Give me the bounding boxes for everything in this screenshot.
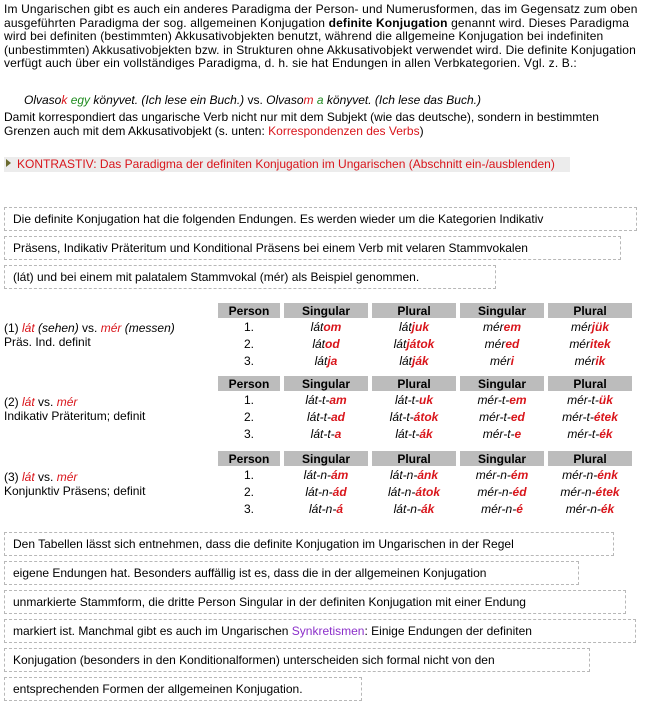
table3-label: (3) lát vs. mér Konjunktiv Präsens; definit [4,470,146,498]
verb-stem: mér-n- [481,501,517,516]
verb-stem: lát-t- [395,426,420,441]
verb-ending: e [514,426,522,441]
box2-line-5: Konjugation (besonders in den Konditionalformen) unterscheiden sich formal nicht von den [4,648,590,672]
person-number: 1. [243,319,254,334]
verb-stem: mér-t- [477,392,510,407]
verb-ending: á [336,501,344,516]
column-header: Plural [372,376,456,391]
verb-form-cell [284,335,368,352]
verb-stem: lát-n- [308,501,337,516]
verb-ending: ja [327,353,338,368]
person-number: 3. [243,426,254,441]
verb-form-cell [460,425,544,442]
verb-form-cell [460,318,544,335]
verb-stem: mér-n- [560,484,596,499]
verb-ending: od [325,336,340,351]
verb-form-cell [372,425,456,442]
verb-ending: jük [591,319,609,334]
verb-ending: juk [411,319,430,334]
verb-form-cell [460,335,544,352]
verb-stem: mér [569,336,590,351]
verb-ending: ed [505,336,520,351]
column-header: Singular [284,303,368,318]
verb-ending: átok [413,409,439,424]
table-row [218,408,632,425]
column-header: Singular [460,451,544,466]
verb-stem: lát-n- [305,484,333,499]
person-number: 1. [243,467,254,482]
verb-stem: mér-t- [562,409,594,424]
box1-line-2: Präsens, Indikativ Präteritum und Konditional Präsens bei einem Verb mit velaren Stammvokalen [4,236,621,260]
verb-stem: mér [484,336,506,351]
column-header: Person [218,303,280,318]
column-header: Singular [460,376,544,391]
verb-ending: ad [330,409,345,424]
verb-form-cell [372,500,456,517]
verb-form-cell [284,483,368,500]
verb-ending: ük [598,392,613,407]
verb-form-cell [548,318,632,335]
table1-label: (1) lát (sehen) vs. mér (messen) Präs. Ind. definit [4,321,175,349]
term-definite-konjugation: definite Konjugation [328,15,448,30]
person-number: 1. [243,392,254,407]
verb-form-cell [372,318,456,335]
verb-stem: lát [310,319,324,334]
table2-label: (2) lát vs. mér Indikativ Präteritum; definit [4,395,146,423]
verb-form-cell [372,466,456,483]
intro-paragraph: Im Ungarischen gibt es auch ein anderes Paradigma der Person- und Numerusformen, das im Gegensatz zum oben ausgeführten Paradigma der sog. allgemeinen Konjugation definite Konjugation genannt wird. Dieses Paradigma wird bei definiten (bestimmten) Akkusativobjekten benutzt, während die allgemeine Konjugation bei indefiniten (unbestimmten) Akkusativobjekten bzw. in Strukturen ohne Akkusativobjekt verwendet wird. Die definite Konjugation verfügt auch über ein vollständiges Paradigma, d. h. sie hat Endungen in allen Verbkategorien. Vgl. z. B.: [4,2,638,71]
person-number: 3. [243,353,254,368]
verb-form-cell [460,408,544,425]
verb-ending: a [334,426,342,441]
verb-stem: lát-n- [389,467,418,482]
verb-ending: em [509,392,527,407]
person-number: 2. [243,484,254,499]
verb-form-cell [372,335,456,352]
verb-ending: uk [418,392,433,407]
table-row [218,391,632,408]
verb-ending: am [329,392,347,407]
verb-stem: lát [312,336,325,351]
verb-ending: étek [595,484,620,499]
verb-ending: ed [510,409,525,424]
verb-ending: em [503,319,521,334]
verb-ending: ik [595,353,606,368]
table-row [218,318,632,335]
verb-form-cell [284,408,368,425]
column-header: Person [218,451,280,466]
box2-line-2: eigene Endungen hat. Besonders auffällig ist es, dass die in der allgemeinen Konjugation [4,561,579,585]
table-header-row [218,451,632,466]
verb-stem: lát-n- [387,484,416,499]
verb-form-cell [548,391,632,408]
link-korrespondenzen[interactable]: Korrespondenzen des Verbs [268,123,420,138]
table-header-row [218,303,632,318]
verb-form-cell [372,352,456,369]
verb-stem: lát-t- [394,392,419,407]
verb-stem: lát-t- [306,409,331,424]
verb-stem: lát [399,353,412,368]
verb-stem: mér-n- [475,467,511,482]
verb-stem: lát [398,319,412,334]
table-row [218,483,632,500]
example-sentences: Olvasok egy könyvet. (Ich lese ein Buch.) vs. Olvasom a könyvet. (Ich lese das Buch.) [24,93,481,107]
table-row [218,335,632,352]
table-row [218,425,632,442]
verb-ending: ék [599,426,613,441]
column-header: Plural [548,303,632,318]
verb-ending: i [510,353,514,368]
box1-line-1: Die definite Konjugation hat die folgenden Endungen. Es werden wieder um die Kategorien Indikativ [4,207,637,231]
verb-form-cell [548,352,632,369]
verb-stem: mér [489,353,511,368]
column-header: Plural [372,451,456,466]
verb-stem: mér-n- [565,501,601,516]
verb-ending: ém [510,467,529,482]
verb-stem: mér-t- [479,409,511,424]
verb-form-cell [460,352,544,369]
table-row [218,466,632,483]
table-row [218,352,632,369]
verb-stem: lát-n- [303,467,331,482]
table-praeteritum [214,376,636,442]
person-number: 2. [243,409,254,424]
verb-form-cell [548,483,632,500]
verb-ending: átok [415,484,441,499]
box2-line-6: entsprechenden Formen der allgemeinen Konjugation. [4,677,362,701]
verb-form-cell [548,466,632,483]
box2-line-3: unmarkierte Stammform, die dritte Person Singular in der definiten Konjugation mit einer Endung [4,590,626,614]
verb-stem: mér-t- [482,426,515,441]
verb-stem: mér-t- [567,426,600,441]
verb-ending: ák [420,501,435,516]
verb-stem: lát [393,336,407,351]
verb-stem: lát-t- [305,392,330,407]
verb-stem: lát-t- [310,426,335,441]
correspondence-paragraph: Damit korrespondiert das ungarische Verb nicht nur mit dem Subjekt (wie das deutsche), sondern in bestimmten Grenzen auch mit dem Akkusativobjekt (s. unten: Korrespondenzen des Verbs) [4,110,599,138]
person-number: 2. [243,336,254,351]
verb-stem: mér-n- [477,484,513,499]
verb-stem: lát [314,353,328,368]
verb-form-cell [548,335,632,352]
verb-form-cell [284,391,368,408]
triangle-right-icon [6,159,11,167]
verb-ending: ák [419,426,433,441]
verb-form-cell [284,352,368,369]
column-header: Plural [548,451,632,466]
column-header: Person [218,376,280,391]
verb-ending: itek [589,336,611,351]
verb-stem: lát-t- [389,409,414,424]
table-praesens [214,303,636,369]
column-header: Plural [548,376,632,391]
verb-stem: mér [574,353,596,368]
verb-ending: é [516,501,523,516]
verb-form-cell [372,483,456,500]
verb-form-cell [284,318,368,335]
verb-stem: mér-n- [562,467,598,482]
verb-form-cell [284,466,368,483]
verb-form-cell [548,500,632,517]
box2-line-4: markiert ist. Manchmal gibt es auch im Ungarischen Synkretismen: Einige Endungen der definiten [4,619,636,643]
column-header: Singular [284,376,368,391]
verb-stem: mér-t- [567,392,599,407]
verb-ending: ánk [417,467,439,482]
verb-form-cell [372,408,456,425]
person-number: 3. [243,501,254,516]
table-konjunktiv [214,451,636,517]
verb-form-cell [284,425,368,442]
column-header: Singular [460,303,544,318]
verb-stem: mér [570,319,592,334]
verb-form-cell [460,466,544,483]
verb-form-cell [284,500,368,517]
table-row [218,500,632,517]
column-header: Singular [284,451,368,466]
verb-ending: énk [597,467,618,482]
verb-form-cell [460,500,544,517]
verb-form-cell [460,391,544,408]
verb-stem: mér [482,319,504,334]
box2-line-1: Den Tabellen lässt sich entnehmen, dass die definite Konjugation im Ungarischen in der Regel [4,532,614,556]
verb-ending: ád [332,484,347,499]
verb-form-cell [372,391,456,408]
verb-ending: éd [512,484,527,499]
verb-form-cell [460,483,544,500]
verb-ending: étek [593,409,618,424]
verb-ending: játok [406,336,435,351]
verb-form-cell [548,425,632,442]
kontrastiv-toggle[interactable]: KONTRASTIV: Das Paradigma der definiten Konjugation im Ungarischen (Abschnitt ein-/ausblenden) [4,157,570,172]
verb-form-cell [548,408,632,425]
column-header: Plural [372,303,456,318]
box1-line-3: (lát) und bei einem mit palatalem Stammvokal (mér) als Beispiel genommen. [4,265,496,289]
verb-ending: om [323,319,342,334]
verb-ending: ám [331,467,349,482]
verb-stem: lát-n- [393,501,421,516]
verb-ending: ják [412,353,429,368]
verb-ending: ék [600,501,615,516]
link-synkretismen[interactable]: Synkretismen [291,624,365,638]
table-header-row [218,376,632,391]
